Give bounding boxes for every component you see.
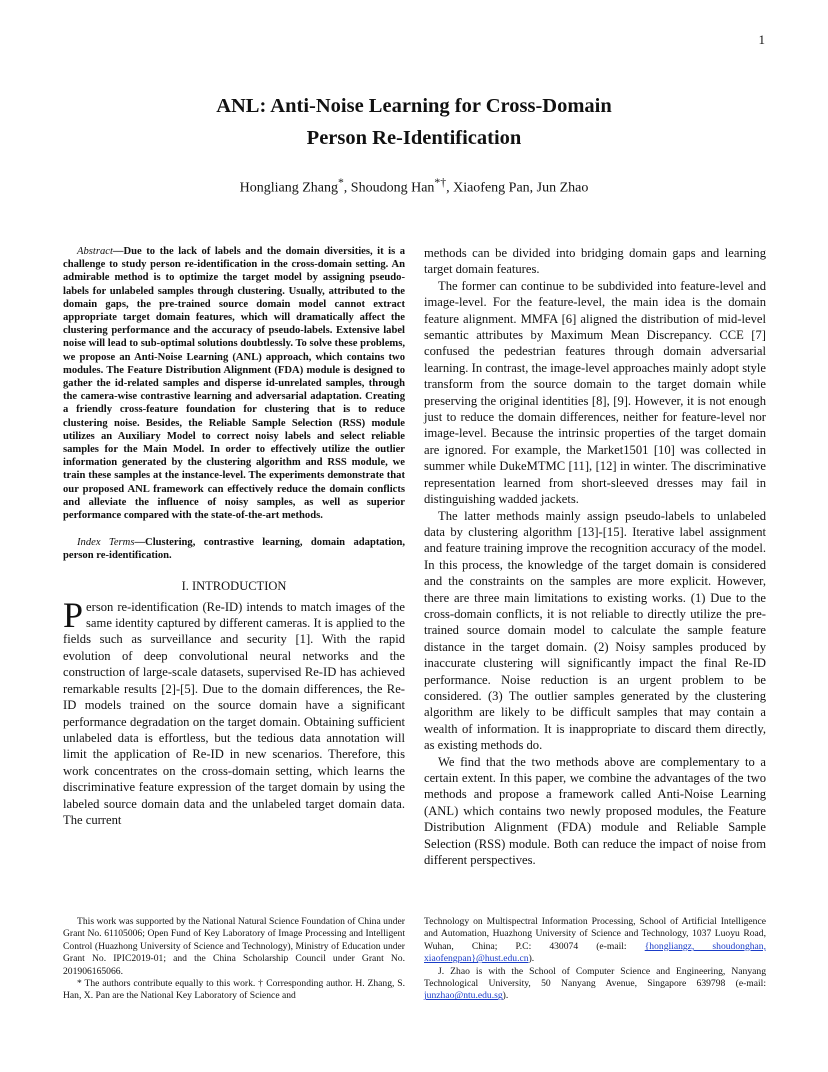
email-link-ntu[interactable]: junzhao@ntu.edu.sg: [424, 990, 503, 1002]
section-heading-introduction: I. INTRODUCTION: [181, 578, 287, 593]
footnote-affiliation-ntu: [424, 966, 766, 1003]
intro-paragraph-1-continued: methods can be divided into bridging domain gaps and learning target domain features.: [424, 246, 766, 277]
footnote-funding: This work was supported by the National Natural Science Foundation of China under Grant No. 61105006; Open Fund of Key Laboratory of Image Processing and Intelligent Control (Huazhong University of Science and Technology), Ministry of Education under Grant No. IPIC2019-01; and the China Scholarship Council under Grant No. 201906165066.: [63, 916, 405, 977]
footnote-contribution: * The authors contribute equally to this work. † Corresponding author. H. Zhang, S. Han, X. Pan are the National Key Laboratory of Science and: [63, 978, 405, 1002]
footnotes-right: [424, 916, 766, 1003]
author-separator: ,: [343, 180, 351, 196]
intro-paragraph-3: The latter methods mainly assign pseudo-labels to unlabeled data by clustering algorithm [13]-[15]. Iterative label assignment and feature training improve the recognition accuracy of the model. In this process, the knowledge of the target domain is considered and the constraints on the samples are more explicit. However, there are three main limitations to existing works. (1) Due to the cross-domain conflicts, it is not reliable to directly utilize the pre-trained source domain model to calculate the sample feature distance in the target domain. (2) Noisy samples produced by inaccurate clustering will significantly impact the final Re-ID performance. Noise reduction is an urgent problem to be considered. (3) The outlier samples generated by the clustering algorithm are likely to be difficult samples that may contain a wealth of information. It is inappropriate to discard them directly, as existing methods do.: [424, 508, 766, 753]
authors-rest: , Xiaofeng Pan, Jun Zhao: [446, 180, 589, 196]
paper-title: [0, 90, 828, 154]
right-column: [424, 245, 766, 868]
index-terms-lead: Index Terms: [77, 537, 135, 549]
author-1: Hongliang Zhang: [239, 180, 338, 196]
title-line-2: Person Re-Identification: [306, 127, 522, 149]
drop-cap: P: [63, 594, 84, 635]
email-link-hust[interactable]: {hongliangz, shoudonghan, xiaofengpan}@hust.edu.cn: [424, 940, 766, 965]
left-column: [63, 245, 405, 828]
footnote-affiliation-ntu-text: J. Zhao is with the School of Computer Science and Engineering, Nanyang Technological University, 50 Nanyang Avenue, Singapore 639798 (e-mail:: [424, 965, 766, 990]
footnotes-left: [63, 916, 405, 1003]
abstract-lead: Abstract: [77, 246, 113, 257]
intro-paragraph-2: The former can continue to be subdivided into feature-level and image-level. For the feature-level, the main idea is the domain feature alignment. MMFA [6] aligned the distribution of mid-level semantic attributes by Maximum Mean Discrepancy. CCE [7] confused the pedestrian features through domain adversarial learning. In contrast, the image-level approaches mainly adopt style transform from the source domain to the target domain while preserving the original identities [8], [9]. However, it is not enough just to reduce the domain differences, neither for feature-level nor image-level. Because the intrinsic properties of the target domain are ignored. For example, the Market1501 [10] was collected in summer while DukeMTMC [11], [12] in winter. The discriminative representation learned from short-sleeved dresses may fail in distinguishing wadded jackets.: [424, 278, 766, 507]
abstract: [63, 245, 405, 522]
author-2: Shoudong Han: [350, 180, 435, 196]
footnote-affiliation-hust-end: ).: [528, 953, 535, 965]
author-list: [0, 176, 828, 197]
intro-paragraph-1: [63, 594, 405, 829]
author-1-mark: *: [337, 176, 344, 189]
index-terms: [63, 536, 405, 562]
footnote-affiliation-hust-text: Technology on Multispectral Information Processing, School of Artificial Intelligence and Automation, Huazhong University of Science and Technology, 1037 Luoyu Road, Wuhan, China; P.C: 430074 (e-mail:: [424, 916, 766, 952]
intro-paragraph-1-text: erson re-identification (Re-ID) intends to match images of the same identity captured by different cameras. It is applied to the fields such as surveillance and security [1]. With the rapid evolution of deep convolutional neural networks and the construction of large-scale datasets, supervised Re-ID has achieved remarkable results [2]-[5]. Due to the domain differences, the Re-ID models trained on the source domain have a significant performance degradation on the target domain. Obtaining sufficient unlabeled data is effortless, but the tedious data annotation will limit the application of Re-ID in new scenarios. Therefore, this work concentrates on the cross-domain setting, which learns the discriminative feature expression of the target domain by using the labeled source domain data and the unlabeled target domain data. The current: [63, 599, 405, 827]
footnote-affiliation-ntu-end: ).: [502, 990, 509, 1002]
title-line-1: ANL: Anti-Noise Learning for Cross-Domain: [216, 95, 612, 117]
author-2-mark: *†: [434, 176, 447, 189]
footnote-affiliation-hust: [424, 916, 766, 966]
index-terms-text: —Clustering, contrastive learning, domain adaptation, person re-identification.: [63, 537, 405, 562]
intro-paragraph-4: We find that the two methods above are complementary to a certain extent. In this paper, we combine the advantages of the two methods and propose a framework called Anti-Noise Learning (ANL) which contains two newly proposed modules, the Feature Distribution Alignment (FDA) module and Reliable Sample Selection (RSS) module. Both can reduce the impact of noise from different perspectives.: [424, 754, 766, 868]
abstract-text: —Due to the lack of labels and the domain diversities, it is a challenge to study person re-identification in the cross-domain setting. An admirable method is to optimize the target model by assigning pseudo-labels for unlabeled samples through clustering. Usually, attributed to the domain gaps, the pre-trained source domain model cannot extract appropriate target domain features, which will dramatically affect the clustering performance and the accuracy of pseudo-labels. Extensive label noise will lead to sub-optimal solutions doubtlessly. To solve these problems, we propose an Anti-Noise Learning (ANL) approach, which contains two modules. The Feature Distribution Alignment (FDA) module is designed to gather the id-related samples and disperse id-unrelated samples, through the camera-wise contrastive learning and adversarial adaptation. Creating a friendly cross-feature foundation for clustering that is to reduce clustering noise. Besides, the Reliable Sample Selection (RSS) module utilizes an Auxiliary Model to correct noisy labels and select reliable samples for the Main Model. In order to effectively utilize the outlier information generated by the clustering algorithm and RSS module, we train these samples at the instance-level. The experiments demonstrate that our proposed ANL framework can effectively reduce the domain conflicts and alleviate the influence of noisy samples, as well as superior performance compared with the state-of-the-art methods.: [63, 246, 405, 522]
page-number: 1: [758, 32, 765, 47]
